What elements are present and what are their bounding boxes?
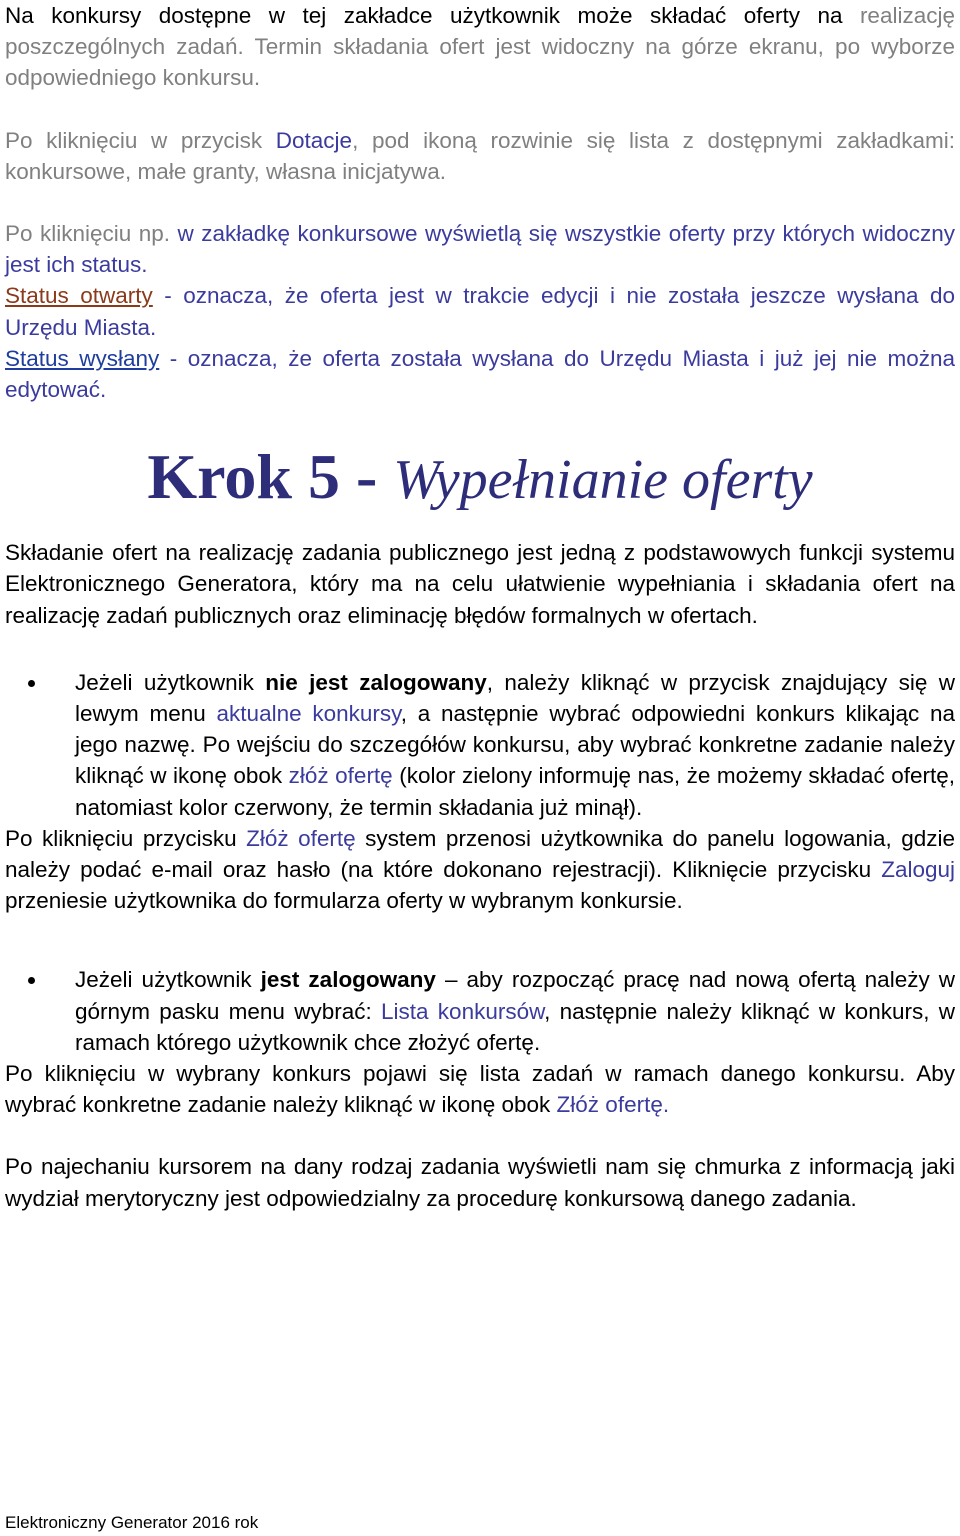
intro-text: Na konkursy dostępne w tej zakładce użytkownik może składać oferty na	[5, 3, 843, 28]
status-open-paragraph	[5, 280, 955, 342]
bullet-logged-in	[5, 964, 955, 1058]
bullet-not-logged-in	[5, 667, 955, 823]
lista-konkursow-link[interactable]: Lista konkursów	[381, 998, 545, 1024]
bullet2-bold: jest zalogowany	[260, 967, 436, 993]
bullet-icon	[28, 977, 35, 984]
bullet1-bold: nie jest zalogowany	[265, 669, 487, 695]
dotacje-pre: Po kliknięciu w przycisk	[5, 127, 276, 153]
status-sent-label: Status wysłany	[5, 345, 160, 371]
bullet2-text3: , następnie należy kliknąć w konkurs, w ramach którego użytkownik chce złożyć ofertę.	[75, 998, 955, 1055]
zloz-oferte-button-ref[interactable]: Złóż ofertę	[246, 825, 356, 851]
bullet1-text4: (kolor zielony informuję nas, że możemy składać ofertę, natomiast kolor czerwony, że termin składania już minął).	[75, 763, 955, 820]
after2-text1: Po kliknięciu w wybrany konkurs pojawi się lista zadań w ramach danego konkursu. Aby wybrać konkretne zadanie należy kliknąć w ikonę obok	[5, 1061, 955, 1118]
status-intro-paragraph	[5, 218, 955, 280]
heading-bold: Krok 5 -	[147, 441, 394, 513]
hover-note-paragraph: Po najechaniu kursorem na dany rodzaj zadania wyświetli nam się chmurka z informacją jaki wydział merytoryczny jest odpowiedzialny za procedurę konkursową danego zadania.	[5, 1154, 955, 1211]
bullet2-text2: – aby rozpocząć pracę nad nową ofertą należy w górnym pasku menu wybrać:	[75, 967, 955, 1024]
task-list-paragraph	[5, 1058, 955, 1120]
status-intro-gray: Po kliknięciu np.	[5, 221, 171, 247]
zaloguj-link[interactable]: Zaloguj	[881, 857, 955, 883]
status-open-text: - oznacza, że oferta jest w trakcie edycji i nie została jeszcze wysłana do Urzędu Miasta.	[5, 283, 956, 340]
heading-italic: Wypełnianie oferty	[393, 449, 813, 512]
intro-paragraph	[5, 0, 955, 94]
bullet2-text1: Jeżeli użytkownik	[75, 967, 261, 993]
after1-text1: Po kliknięciu przycisku	[5, 825, 247, 851]
after1-text2: system przenosi użytkownika do panelu logowania, gdzie należy podać e-mail oraz hasło (na które dokonano rejestracji). Kliknięcie przycisku	[5, 825, 956, 883]
status-open-label: Status otwarty	[5, 283, 153, 309]
body-intro-paragraph: Składanie ofert na realizację zadania publicznego jest jedną z podstawowych funkcji systemu Elektronicznego Generatora, który ma na celu ułatwienie wypełniania i składania ofert na realizację zadań publicznych oraz eliminację błędów formalnych w ofertach.	[5, 540, 955, 628]
dotacje-link[interactable]: Dotacje	[275, 127, 353, 153]
page-footer: Elektroniczny Generator 2016 rok	[5, 1513, 259, 1532]
zloz-oferte-link[interactable]: złóż ofertę	[288, 763, 393, 789]
step-heading	[5, 441, 955, 513]
zloz-oferte-icon-ref[interactable]: Złóż ofertę.	[556, 1092, 670, 1118]
bullet-icon	[28, 680, 35, 687]
login-paragraph	[5, 823, 955, 917]
status-intro-blue: w zakładkę konkursowe wyświetlą się wszystkie oferty przy których widoczny jest ich status.	[5, 221, 955, 278]
document-body	[5, 0, 955, 1214]
dotacje-paragraph	[5, 125, 955, 187]
bullet1-text3: , a następnie wybrać odpowiedni konkurs klikając na jego nazwę. Po wejściu do szczegółów konkursu, aby wybrać konkretne zadanie należy kliknąć w ikonę obok	[75, 701, 956, 789]
bullet1-text2: , należy kliknąć w przycisk znajdujący się w lewym menu	[75, 669, 955, 727]
intro-text-gray: realizację poszczególnych zadań. Termin składania ofert jest widoczny na górze ekranu, po wyborze odpowiedniego konkursu.	[5, 3, 955, 91]
status-sent-text: - oznacza, że oferta została wysłana do Urzędu Miasta i już jej nie można edytować.	[5, 345, 956, 403]
aktualne-konkursy-link[interactable]: aktualne konkursy	[216, 701, 401, 727]
bullet1-text1: Jeżeli użytkownik	[75, 669, 266, 695]
status-sent-paragraph	[5, 343, 955, 405]
after1-text3: przeniesie użytkownika do formularza oferty w wybranym konkursie.	[5, 888, 683, 914]
dotacje-post: , pod ikoną rozwinie się lista z dostępnymi zakładkami: konkursowe, małe granty, własna inicjatywa.	[5, 127, 955, 184]
